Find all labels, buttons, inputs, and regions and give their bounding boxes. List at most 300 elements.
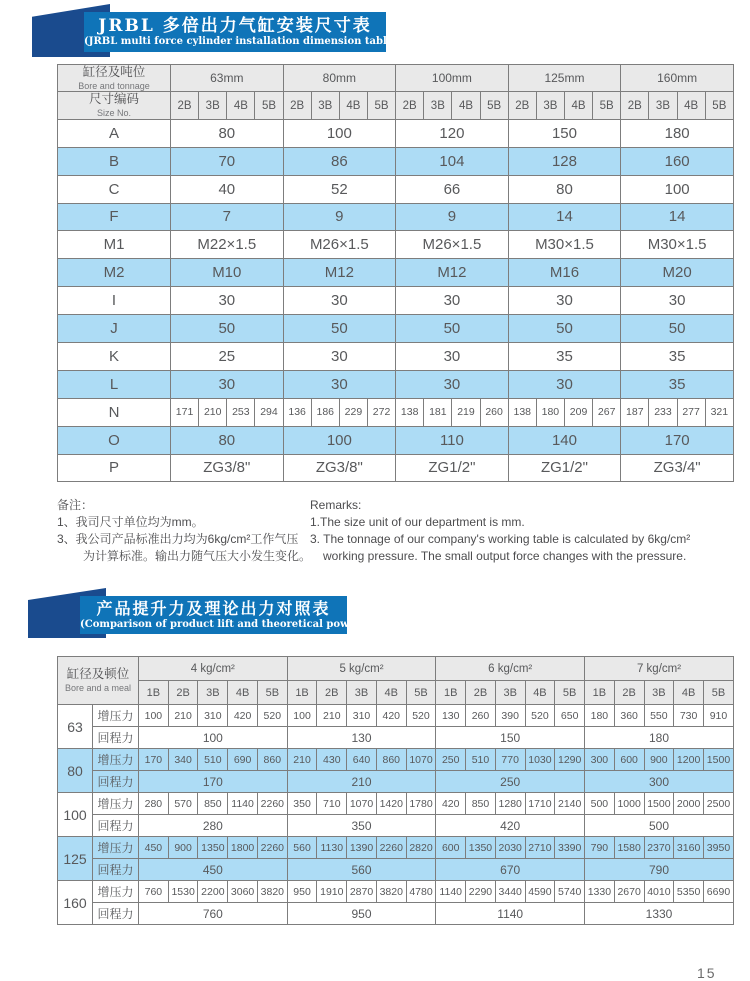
boost-force-value: 860: [257, 749, 287, 771]
pressure-header: 6 kg/cm²: [436, 657, 585, 681]
return-force-value: 180: [585, 727, 734, 749]
dimension-value: 30: [621, 287, 734, 315]
boost-force-value: 2820: [406, 837, 436, 859]
dimension-value: 35: [508, 342, 621, 370]
size-code-header: 5B: [406, 681, 436, 705]
dimension-row: [58, 398, 734, 426]
dimension-value: ZG3/8": [171, 454, 284, 482]
boost-force-value: 1710: [525, 793, 555, 815]
dimension-value: 181: [424, 398, 452, 426]
size-code-header: 3B: [347, 681, 377, 705]
dimension-value: 171: [171, 398, 199, 426]
boost-force-value: 420: [228, 705, 258, 727]
dimension-value: 30: [508, 370, 621, 398]
pressure-header: 4 kg/cm²: [139, 657, 288, 681]
dimension-row: [58, 342, 734, 370]
size-code-header: 5B: [367, 92, 395, 119]
dimension-table: [57, 64, 734, 482]
boost-force-value: 420: [436, 793, 466, 815]
bore-size-header: 100mm: [396, 65, 509, 92]
size-code-header: 3B: [536, 92, 564, 119]
dimension-row: [58, 119, 734, 147]
bore-size-header: 80mm: [283, 65, 396, 92]
dimension-row: [58, 287, 734, 315]
dimension-value: 229: [339, 398, 367, 426]
boost-force-value: 6690: [703, 881, 733, 903]
boost-force-label: 增压力: [93, 837, 139, 859]
dimension-value: 219: [452, 398, 480, 426]
dimension-row: [58, 454, 734, 482]
boost-force-value: 760: [139, 881, 169, 903]
boost-force-value: 1350: [198, 837, 228, 859]
boost-force-value: 260: [466, 705, 496, 727]
size-code-header: 4B: [677, 92, 705, 119]
boost-force-label: 增压力: [93, 881, 139, 903]
dimension-row: [58, 426, 734, 454]
size-code-header: 4B: [376, 681, 406, 705]
bore-meal-header-en: Bore and a meal: [64, 682, 132, 693]
size-code-header: 4B: [452, 92, 480, 119]
dimension-value: 233: [649, 398, 677, 426]
pressure-header: 5 kg/cm²: [287, 657, 436, 681]
boost-force-value: 500: [585, 793, 615, 815]
boost-force-value: 600: [614, 749, 644, 771]
dimension-label: P: [58, 454, 171, 482]
remark-line: 为计算标准。输出力随气压大小发生变化。: [83, 549, 312, 563]
boost-force-value: 550: [644, 705, 674, 727]
boost-force-value: 3950: [703, 837, 733, 859]
size-code-header: 1B: [585, 681, 615, 705]
dimension-value: 30: [283, 342, 396, 370]
bore-size-value: 63: [58, 705, 93, 749]
boost-force-value: 2140: [555, 793, 585, 815]
dimension-label: C: [58, 175, 171, 203]
dimension-value: 70: [171, 147, 284, 175]
lift-table: [57, 656, 734, 925]
dimension-value: 30: [283, 370, 396, 398]
header-row: [58, 681, 734, 705]
dimension-label: J: [58, 315, 171, 343]
return-force-row: [58, 859, 734, 881]
boost-force-value: 3820: [376, 881, 406, 903]
dimension-value: 14: [508, 203, 621, 231]
boost-force-row: [58, 793, 734, 815]
boost-force-value: 710: [317, 793, 347, 815]
dimension-value: 86: [283, 147, 396, 175]
remark-line: 3. The tonnage of our company's working table is calculated by 6kg/cm²: [310, 532, 691, 546]
boost-force-value: 4780: [406, 881, 436, 903]
boost-force-value: 340: [168, 749, 198, 771]
size-no-header-cn: 尺寸编码: [88, 92, 139, 107]
size-code-header: 3B: [644, 681, 674, 705]
dimension-value: 170: [621, 426, 734, 454]
dimension-value: ZG1/2": [508, 454, 621, 482]
dimension-value: 30: [396, 370, 509, 398]
boost-force-value: 180: [585, 705, 615, 727]
size-code-header: 2B: [396, 92, 424, 119]
dimension-label: M1: [58, 231, 171, 259]
return-force-value: 300: [585, 771, 734, 793]
header-row: [58, 65, 734, 92]
size-code-header: 2B: [614, 681, 644, 705]
boost-force-row: [58, 881, 734, 903]
return-force-label: 回程力: [93, 815, 139, 837]
return-force-row: [58, 771, 734, 793]
dimension-value: 50: [171, 315, 284, 343]
dimension-value: 40: [171, 175, 284, 203]
size-code-header: 5B: [257, 681, 287, 705]
return-force-row: [58, 815, 734, 837]
size-code-header: 3B: [649, 92, 677, 119]
boost-force-value: 1500: [703, 749, 733, 771]
size-code-header: 2B: [508, 92, 536, 119]
boost-force-value: 450: [139, 837, 169, 859]
boost-force-value: 560: [287, 837, 317, 859]
boost-force-value: 2260: [257, 793, 287, 815]
dimension-value: 138: [508, 398, 536, 426]
boost-force-value: 1330: [585, 881, 615, 903]
size-code-header: 3B: [199, 92, 227, 119]
dimension-value: 80: [508, 175, 621, 203]
size-code-header: 2B: [466, 681, 496, 705]
dimension-value: 100: [283, 426, 396, 454]
return-force-value: 130: [287, 727, 436, 749]
return-force-value: 500: [585, 815, 734, 837]
boost-force-value: 790: [585, 837, 615, 859]
boost-force-value: 2710: [525, 837, 555, 859]
dimension-value: 30: [171, 287, 284, 315]
boost-force-value: 1910: [317, 881, 347, 903]
return-force-row: [58, 903, 734, 925]
dimension-value: 120: [396, 119, 509, 147]
dimension-value: 100: [621, 175, 734, 203]
bore-size-value: 125: [58, 837, 93, 881]
return-force-value: 100: [139, 727, 288, 749]
remark-line: 3、我公司产品标准出力均为6kg/cm²工作气压: [57, 532, 299, 546]
bore-size-header: 63mm: [171, 65, 284, 92]
boost-force-value: 350: [287, 793, 317, 815]
size-code-header: 4B: [674, 681, 704, 705]
dimension-value: 50: [283, 315, 396, 343]
bore-tonnage-header: [58, 65, 171, 92]
dimension-value: M26×1.5: [396, 231, 509, 259]
boost-force-value: 950: [287, 881, 317, 903]
return-force-value: 1140: [436, 903, 585, 925]
dimension-value: 7: [171, 203, 284, 231]
dimension-value: 180: [536, 398, 564, 426]
pressure-header: 7 kg/cm²: [585, 657, 734, 681]
boost-force-value: 3390: [555, 837, 585, 859]
size-code-header: 3B: [311, 92, 339, 119]
boost-force-value: 1420: [376, 793, 406, 815]
dimension-value: 110: [396, 426, 509, 454]
boost-force-value: 210: [317, 705, 347, 727]
dimension-value: M26×1.5: [283, 231, 396, 259]
boost-force-value: 1030: [525, 749, 555, 771]
lift-table-wrap: [57, 656, 734, 925]
return-force-row: [58, 727, 734, 749]
return-force-value: 250: [436, 771, 585, 793]
size-code-header: 5B: [480, 92, 508, 119]
boost-force-value: 210: [287, 749, 317, 771]
return-force-value: 790: [585, 859, 734, 881]
boost-force-value: 250: [436, 749, 466, 771]
boost-force-value: 510: [198, 749, 228, 771]
boost-force-value: 390: [495, 705, 525, 727]
dimension-value: 210: [199, 398, 227, 426]
boost-force-value: 2290: [466, 881, 496, 903]
bore-size-header: 125mm: [508, 65, 621, 92]
boost-force-value: 1280: [495, 793, 525, 815]
size-code-header: 5B: [255, 92, 283, 119]
dimension-value: 253: [227, 398, 255, 426]
dimension-value: 140: [508, 426, 621, 454]
dimension-value: 321: [705, 398, 733, 426]
return-force-label: 回程力: [93, 903, 139, 925]
dimension-value: ZG1/2": [396, 454, 509, 482]
banner-title: 产品提升力及理论出力对照表: [96, 598, 331, 618]
remark-line: 1、我司尺寸单位均为mm。: [57, 515, 204, 529]
remarks-en: [310, 497, 745, 565]
boost-force-value: 520: [406, 705, 436, 727]
dimension-value: 294: [255, 398, 283, 426]
dimension-row: [58, 147, 734, 175]
dimension-value: 14: [621, 203, 734, 231]
bore-meal-header-cn: 缸径及顿位: [66, 667, 130, 682]
dimension-value: 50: [508, 315, 621, 343]
remark-line: 1.The size unit of our department is mm.: [310, 515, 525, 529]
boost-force-label: 增压力: [93, 749, 139, 771]
boost-force-value: 1140: [436, 881, 466, 903]
dimension-row: [58, 370, 734, 398]
return-force-value: 450: [139, 859, 288, 881]
size-code-header: 3B: [424, 92, 452, 119]
dimension-row: [58, 175, 734, 203]
size-code-header: 4B: [564, 92, 592, 119]
size-code-header: 2B: [317, 681, 347, 705]
bore-size-value: 100: [58, 793, 93, 837]
boost-force-value: 1350: [466, 837, 496, 859]
boost-force-value: 130: [436, 705, 466, 727]
dimension-row: [58, 203, 734, 231]
boost-force-value: 600: [436, 837, 466, 859]
size-code-header: 2B: [171, 92, 199, 119]
boost-force-value: 770: [495, 749, 525, 771]
boost-force-value: 5350: [674, 881, 704, 903]
return-force-value: 420: [436, 815, 585, 837]
boost-force-value: 3060: [228, 881, 258, 903]
dimension-row: [58, 315, 734, 343]
boost-force-value: 280: [139, 793, 169, 815]
boost-force-value: 570: [168, 793, 198, 815]
remark-line: 备注：: [57, 498, 94, 512]
banner-subtitle: (Comparison of product lift and theoretical power): [80, 618, 366, 630]
boost-force-value: 310: [347, 705, 377, 727]
return-force-value: 950: [287, 903, 436, 925]
dimension-value: 9: [283, 203, 396, 231]
banner-subtitle: (JRBL multi force cylinder installation dimension table): [84, 36, 398, 48]
return-force-value: 1330: [585, 903, 734, 925]
return-force-label: 回程力: [93, 771, 139, 793]
boost-force-value: 1130: [317, 837, 347, 859]
dimension-value: 100: [283, 119, 396, 147]
dimension-label: L: [58, 370, 171, 398]
boost-force-value: 1140: [228, 793, 258, 815]
boost-force-value: 1500: [644, 793, 674, 815]
dimension-value: 35: [621, 370, 734, 398]
boost-force-value: 2870: [347, 881, 377, 903]
boost-force-value: 360: [614, 705, 644, 727]
size-code-header: 3B: [198, 681, 228, 705]
dimension-row: [58, 231, 734, 259]
boost-force-value: 4010: [644, 881, 674, 903]
dimension-value: 267: [593, 398, 621, 426]
dimension-value: 30: [396, 287, 509, 315]
dimension-value: 186: [311, 398, 339, 426]
dimension-value: 136: [283, 398, 311, 426]
dimension-value: 80: [171, 426, 284, 454]
dimension-label: O: [58, 426, 171, 454]
remarks-zh: [57, 497, 312, 565]
boost-force-value: 860: [376, 749, 406, 771]
boost-force-value: 1800: [228, 837, 258, 859]
size-code-header: 5B: [555, 681, 585, 705]
boost-force-value: 430: [317, 749, 347, 771]
size-code-header: 4B: [228, 681, 258, 705]
bore-meal-header: [58, 657, 139, 705]
dimension-value: 52: [283, 175, 396, 203]
boost-force-value: 850: [466, 793, 496, 815]
dimension-value: 260: [480, 398, 508, 426]
boost-force-value: 520: [257, 705, 287, 727]
boost-force-value: 3820: [257, 881, 287, 903]
return-force-value: 280: [139, 815, 288, 837]
size-no-header: [58, 92, 171, 119]
boost-force-row: [58, 705, 734, 727]
boost-force-value: 1000: [614, 793, 644, 815]
boost-force-label: 增压力: [93, 705, 139, 727]
boost-force-value: 310: [198, 705, 228, 727]
dimension-label: F: [58, 203, 171, 231]
bore-size-header: 160mm: [621, 65, 734, 92]
dimension-table-banner: [84, 12, 398, 52]
boost-force-value: 420: [376, 705, 406, 727]
dimension-value: 25: [171, 342, 284, 370]
boost-force-value: 1200: [674, 749, 704, 771]
dimension-value: M22×1.5: [171, 231, 284, 259]
dimension-label: M2: [58, 259, 171, 287]
size-code-header: 2B: [621, 92, 649, 119]
dimension-value: M12: [283, 259, 396, 287]
dimension-value: 50: [396, 315, 509, 343]
return-force-value: 210: [287, 771, 436, 793]
boost-force-value: 520: [525, 705, 555, 727]
dimension-label: N: [58, 398, 171, 426]
boost-force-label: 增压力: [93, 793, 139, 815]
size-code-header: 3B: [495, 681, 525, 705]
boost-force-value: 2000: [674, 793, 704, 815]
boost-force-value: 910: [703, 705, 733, 727]
boost-force-value: 100: [139, 705, 169, 727]
boost-force-value: 900: [168, 837, 198, 859]
boost-force-value: 900: [644, 749, 674, 771]
boost-force-value: 510: [466, 749, 496, 771]
boost-force-value: 2670: [614, 881, 644, 903]
dimension-value: M30×1.5: [508, 231, 621, 259]
dimension-value: 30: [396, 342, 509, 370]
dimension-value: M10: [171, 259, 284, 287]
boost-force-value: 2260: [376, 837, 406, 859]
size-code-header: 1B: [287, 681, 317, 705]
boost-force-value: 730: [674, 705, 704, 727]
dimension-value: 187: [621, 398, 649, 426]
boost-force-value: 1530: [168, 881, 198, 903]
boost-force-value: 4590: [525, 881, 555, 903]
return-force-label: 回程力: [93, 727, 139, 749]
bore-size-value: 80: [58, 749, 93, 793]
dimension-value: 160: [621, 147, 734, 175]
return-force-value: 350: [287, 815, 436, 837]
size-code-header: 4B: [339, 92, 367, 119]
dimension-value: 80: [171, 119, 284, 147]
dimension-value: 138: [396, 398, 424, 426]
dimension-value: 30: [283, 287, 396, 315]
header-row: [58, 92, 734, 119]
boost-force-value: 2030: [495, 837, 525, 859]
dimension-label: I: [58, 287, 171, 315]
size-code-header: 4B: [227, 92, 255, 119]
dimension-value: ZG3/4": [621, 454, 734, 482]
boost-force-value: 5740: [555, 881, 585, 903]
boost-force-value: 1070: [347, 793, 377, 815]
dimension-value: M30×1.5: [621, 231, 734, 259]
boost-force-value: 2200: [198, 881, 228, 903]
banner-title: JRBL 多倍出力气缸安装尺寸表: [98, 16, 372, 37]
header-row: [58, 657, 734, 681]
dimension-value: 128: [508, 147, 621, 175]
dimension-value: 272: [367, 398, 395, 426]
bore-size-value: 160: [58, 881, 93, 925]
dimension-value: 180: [621, 119, 734, 147]
remark-line: working pressure. The small output force changes with the pressure.: [323, 549, 687, 563]
size-code-header: 2B: [283, 92, 311, 119]
size-code-header: 2B: [168, 681, 198, 705]
size-code-header: 5B: [705, 92, 733, 119]
boost-force-value: 1070: [406, 749, 436, 771]
dimension-label: B: [58, 147, 171, 175]
boost-force-value: 850: [198, 793, 228, 815]
dimension-value: 104: [396, 147, 509, 175]
return-force-value: 150: [436, 727, 585, 749]
dimension-value: 277: [677, 398, 705, 426]
boost-force-row: [58, 837, 734, 859]
dimension-value: 66: [396, 175, 509, 203]
boost-force-value: 650: [555, 705, 585, 727]
bore-tonnage-header-en: Bore and tonnage: [78, 80, 150, 91]
return-force-label: 回程力: [93, 859, 139, 881]
dimension-value: M16: [508, 259, 621, 287]
dimension-table-wrap: [57, 64, 734, 482]
size-code-header: 5B: [593, 92, 621, 119]
boost-force-value: 1390: [347, 837, 377, 859]
boost-force-value: 2370: [644, 837, 674, 859]
return-force-value: 560: [287, 859, 436, 881]
dimension-label: K: [58, 342, 171, 370]
boost-force-value: 1580: [614, 837, 644, 859]
return-force-value: 670: [436, 859, 585, 881]
boost-force-value: 640: [347, 749, 377, 771]
dimension-value: 9: [396, 203, 509, 231]
